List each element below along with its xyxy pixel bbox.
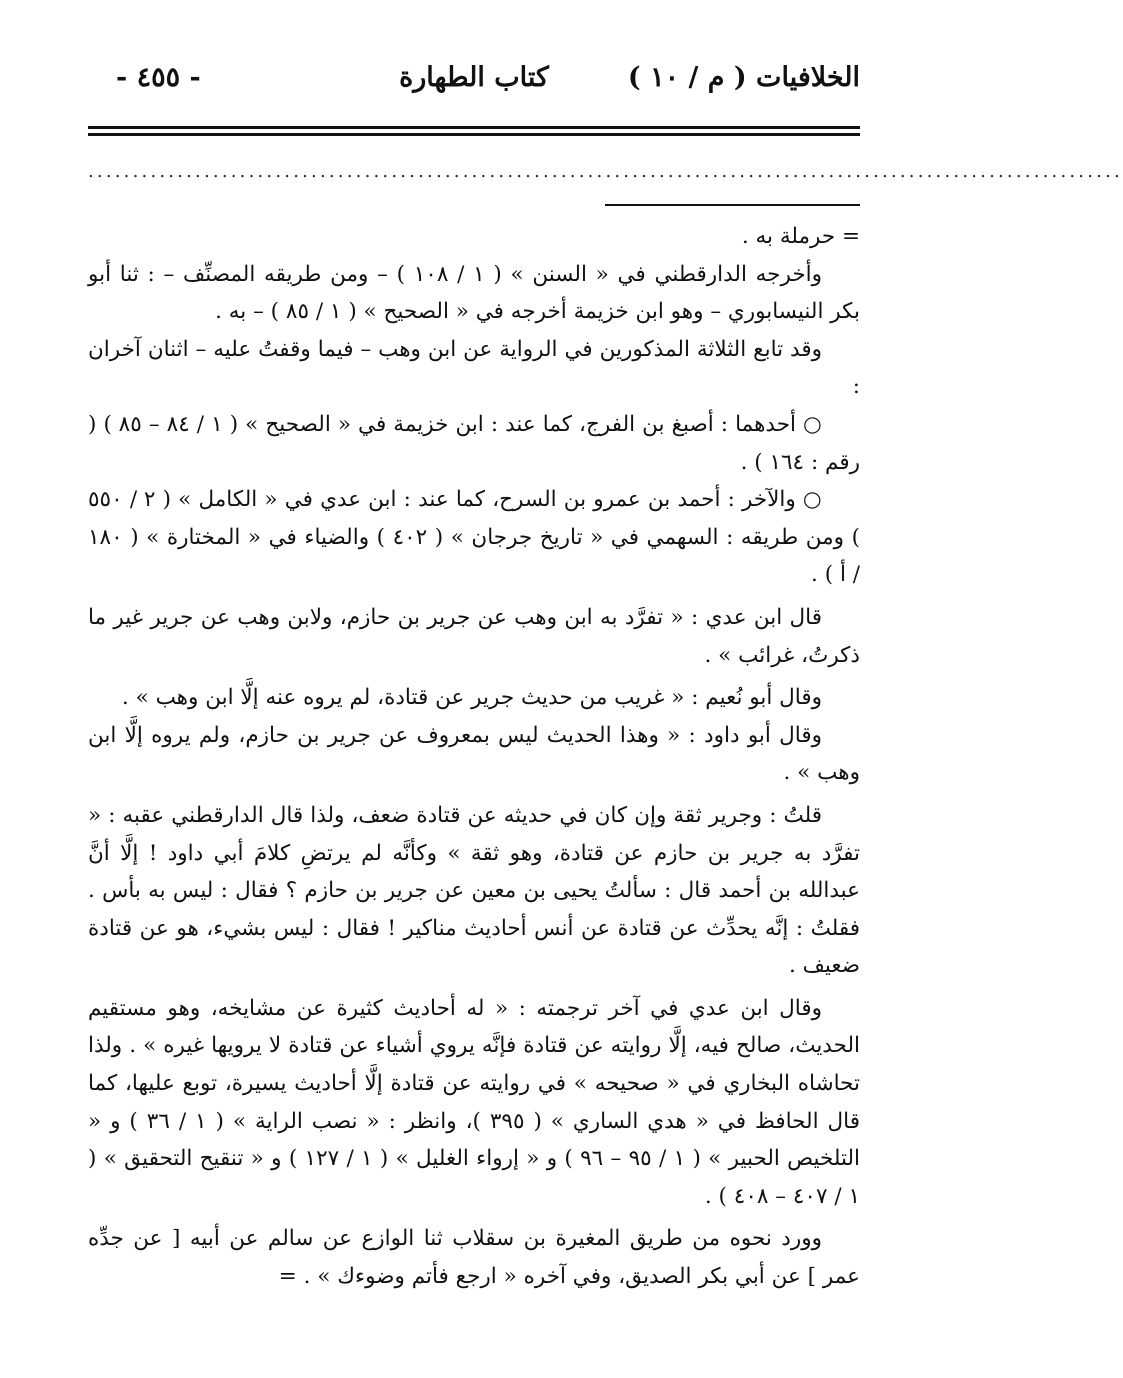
paragraph-second-follower: ○ والآخر : أحمد بن عمرو بن السرح، كما عند : ابن عدي في « الكامل » ( ٢ / ٥٥٠ ) ومن طريقه : السهمي في « تاريخ جرجان » ( ٤٠٢ ) والضياء في « المختارة » ( ١٨٠ / أ ) .: [88, 487, 860, 588]
paragraph-abu-nuaym: وقال أبو نُعيم : « غريب من حديث جرير عن قتادة، لم يروه عنه إلَّا ابن وهب » .: [121, 685, 822, 711]
header-rule-bottom: [88, 133, 860, 136]
footnote-rule: [605, 204, 860, 206]
paragraph-continuation: = حرملة به .: [741, 224, 860, 249]
paragraph-ibn-adi-biography: وقال ابن عدي في آخر ترجمته : « له أحاديث كثيرة عن مشايخه، وهو مستقيم الحديث، صالح فيه، إلَّا روايته عن قتادة فإنَّه يروي أشياء عن قتادة لا يرويها غيره » . ولذا تحاشاه البخاري في « صحيحه » في روايته عن قتادة إلَّا أحاديث يسيرة، توبع عليها، كما قال الحافظ في « هدي الساري » ( ٣٩٥ )، وانظر : « نصب الراية » ( ١ / ٣٦ ) و « التلخيص الحبير » ( ١ / ٩٥ – ٩٦ ) و « إرواء الغليل » ( ١ / ١٢٧ ) و « تنقيح التحقيق » ( ١ / ٤٠٧ – ٤٠٨ ) .: [88, 995, 860, 1209]
paragraph-followers: وقد تابع الثلاثة المذكورين في الرواية عن ابن وهب – فيما وقفتُ عليه – اثنان آخران :: [88, 336, 860, 400]
paragraph-abu-dawud: وقال أبو داود : « وهذا الحديث ليس بمعروف عن جرير بن حازم، ولم يروه إلَّا ابن وهب » .: [88, 722, 860, 786]
footnote-body: [88, 218, 860, 1296]
paragraph-comment: قلتُ : وجرير ثقة وإن كان في حديثه عن قتادة ضعف، ولذا قال الدارقطني عقبه : « تفرَّد به جرير بن حازم عن قتادة، وهو ثقة » وكأنَّه لم يرتضِ كلامَ أبي داود ! إلَّا أنَّ عبدالله بن أحمد قال : سألتُ يحيى بن معين عن جرير بن حازم ؟ فقال : ليس به بأس . فقلتُ : إنَّه يحدِّث عن قتادة عن أنس أحاديث مناكير ! فقال : ليس بشيء، هو عن قتادة ضعيف .: [88, 802, 860, 979]
paragraph-alternate-route: وورد نحوه من طريق المغيرة بن سقلاب ثنا الوازع عن سالم عن أبيه [ عن جدِّه عمر ] عن أبي بكر الصديق، وفي آخره « ارجع فأتم وضوءك » . =: [88, 1226, 860, 1290]
paragraph-ibn-adi: قال ابن عدي : « تفرَّد به ابن وهب عن جرير بن حازم، ولابن وهب عن جرير غير ما ذكرتُ، غرائب » .: [88, 604, 860, 668]
header-page-number: - ٤٥٥ -: [116, 62, 201, 93]
header-volume-label: الخلافيات ( م / ١٠ ): [627, 62, 860, 93]
paragraph-daraqutni: وأخرجه الدارقطني في « السنن » ( ١ / ١٠٨ ) – ومن طريقه المصنِّف – : ثنا أبو بكر النيسابوري – وهو ابن خزيمة أخرجه في « الصحيح » ( ١ / ٨٥ ) – به .: [88, 261, 860, 325]
paragraph-first-follower: ○ أحدهما : أصبغ بن الفرج، كما عند : ابن خزيمة في « الصحيح » ( ١ / ٨٤ – ٨٥ ) ( رقم : ١٦٤ ) .: [88, 411, 860, 475]
header-rule-top: [88, 126, 860, 129]
page-header: [88, 62, 860, 112]
dotted-separator: ....................................................................................................................: [88, 161, 1123, 182]
header-book-title: كتاب الطهارة: [399, 62, 549, 93]
